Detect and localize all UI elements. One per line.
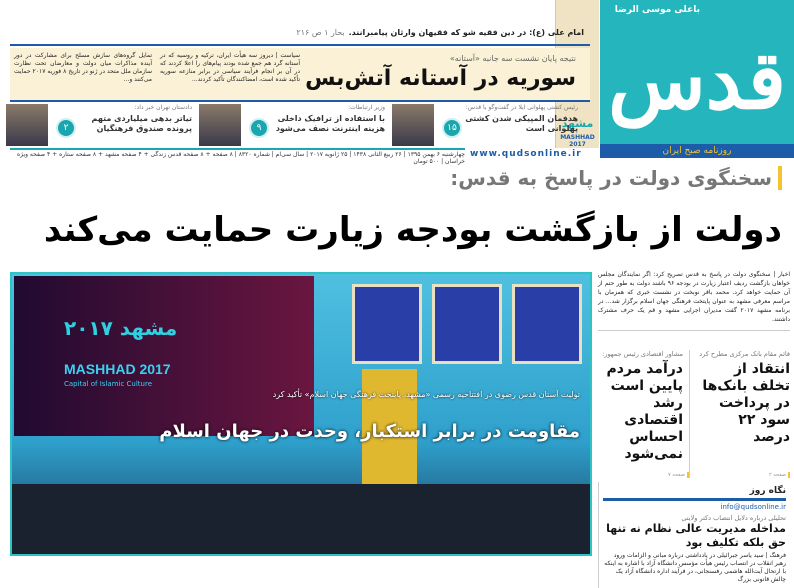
page-number-badge: ۱۵ xyxy=(442,118,462,138)
right-column xyxy=(598,270,790,583)
box-kicker: تحلیلی درباره دلایل انتصاب دکتر ولایتی xyxy=(681,514,786,522)
box-body: فرهنگ | سید یاسر جبرائیلی در یادداشتی درباره مبانی و الزامات ورود رهبر انقلاب در انتصاب رئیس هیأت مؤسس دانشگاه آزاد با اشاره به اینکه با ارتحال آیت‌الله هاشمی رفسنجانی، در فرآیند اداره دانشگاه آزاد یک چالش قانونی بزرگ xyxy=(604,552,786,583)
daily-quote xyxy=(296,28,584,37)
masthead-logo xyxy=(600,0,794,158)
teaser-item[interactable] xyxy=(199,104,389,146)
box-headline[interactable]: مداخله مدیریت عالی نظام نه تنها حق بلکه تکلیف بود xyxy=(606,522,786,549)
lead-kicker: سخنگوی دولت در پاسخ به قدس: xyxy=(450,166,782,190)
banner-body-1: سیاست | دیروز سه هیأت ایران، ترکیه و روسیه که در آستانه گرد هم جمع شده بودند پیام‌های را اعلا کردند که در آن بر انجام فرآیند سیاسی در برابر منازعه سوریه تأکید شده است، امضاکنندگان تأکید کردند... xyxy=(160,52,300,83)
screen-subtitle: Capital of Islamic Culture xyxy=(64,380,153,388)
quote-text: امام علی (ع): در دین فقیه شو که فقیهان وارثان پیامبرانند. xyxy=(348,28,584,37)
story-headline[interactable]: درآمد مردم پایین است رشد اقتصادی احساس نمی‌شود xyxy=(606,361,683,462)
person-photo xyxy=(392,104,434,146)
divider xyxy=(603,498,786,501)
logo-tagline: باعلی موسی الرضا xyxy=(614,5,700,15)
person-photo xyxy=(199,104,241,146)
story-headline[interactable]: انتقاد از تخلف بانک‌ها در پرداخت سود ۲۲ درصد xyxy=(702,361,790,445)
quote-ref: بحار ۱ ص ۲۱۶ xyxy=(296,28,345,37)
banner-body-2: تمایل گروه‌های سازش مسلح برای مشارکت در دور آینده مذاکرات میان دولت و معارضان تحت نظارت سازمان ملل متحد در ژنو در تاریخ ۸ فوریه ۲۰۱۷ حمایت می‌کنند و... xyxy=(14,52,152,83)
audience xyxy=(12,484,590,554)
teaser-title[interactable]: با استفاده از ترافیک داخلی هزینه اینترنت نصف می‌شود xyxy=(275,114,385,133)
banner-headline[interactable]: سوریه در آستانه آتش‌بس xyxy=(305,66,576,91)
divider xyxy=(10,100,590,102)
screen-title-en: MASHHAD 2017 xyxy=(64,361,171,377)
logo-wordmark: قدس xyxy=(608,33,786,127)
teaser-kicker: وزیر ارتباطات: xyxy=(348,104,385,111)
event-screen xyxy=(14,276,314,436)
dateline: چهارشنبه ۶ بهمن ۱۳۹۵ | ۲۶ ربیع الثانی ۱۴۳۸ | ۲۵ ژانویه ۲۰۱۷ | سال سی‌ام | شماره ۸۳۲۰ | ۸ صفحه + ۸ صفحه قدس زندگی + ۴ صفحه مشهد + ۸ صفحه ستاره + ۴ صفحه ویژه خراسان | ۵۰۰ تومان xyxy=(10,148,465,165)
tile-panel xyxy=(352,284,422,364)
photo-kicker: تولیت آستان قدس رضوی در افتتاحیه رسمی «مشهد، پایتخت فرهنگی جهان اسلام» تأکید کرد xyxy=(272,390,580,399)
photo-headline[interactable]: مقاومت در برابر استکبار، وحدت در جهان اسلام xyxy=(159,421,580,442)
tile-panel xyxy=(512,284,582,364)
main-photo[interactable] xyxy=(10,272,592,556)
story-kicker: مشاور اقتصادی رئیس جمهور: xyxy=(602,350,683,358)
lead-headline[interactable]: دولت از بازگشت بودجه زیارت حمایت می‌کند xyxy=(43,210,782,250)
website-link[interactable]: www.qudsonline.ir xyxy=(470,149,582,159)
ornament-sub: MASHHAD 2017 xyxy=(560,134,595,148)
daily-view-box[interactable] xyxy=(598,482,790,588)
person-photo xyxy=(6,104,48,146)
banner-kicker: نتیجه پایان نشست سه جانبه «آستانه» xyxy=(449,54,576,63)
divider xyxy=(10,44,590,46)
box-title: نگاه روز xyxy=(749,486,786,496)
teaser-title[interactable]: هدفمان المپیکی شدن کشتی پهلوانی است xyxy=(465,114,578,133)
teaser-item[interactable] xyxy=(392,104,582,146)
story-bank[interactable] xyxy=(698,350,790,478)
page-number-badge: ۹ xyxy=(249,118,269,138)
teaser-title[interactable]: تیاتر بدهی میلیاردی متهم پرونده صندوق فرهنگیان xyxy=(91,114,192,133)
email-link[interactable]: info@qudsonline.ir xyxy=(720,503,786,511)
top-banner-story[interactable] xyxy=(10,48,590,100)
screen-title: مشهد ۲۰۱۷ xyxy=(64,316,178,340)
story-kicker: قائم مقام بانک مرکزی مطرح کرد xyxy=(699,350,790,358)
teaser-kicker: رئیس کشتی پهلوانی ایلا در گفت‌وگو با قدس: xyxy=(465,104,578,111)
page-number-badge: ۲ xyxy=(56,118,76,138)
story-economy[interactable] xyxy=(598,350,690,478)
page-ref: صفحه ۷ xyxy=(668,472,689,478)
teaser-kicker: دادستان تهران خبر داد: xyxy=(134,104,192,111)
ornament-title: مشهد xyxy=(561,117,594,130)
tile-panel xyxy=(432,284,502,364)
lead-story-body: اخبار | سخنگوی دولت در پاسخ به قدس تصریح کرد: اگر نمایندگان مجلس خواهان بازگشت ردیف اعتبار زیارت در بودجه ۹۶ باشند دولت به طور حتم از آن حمایت خواهد کرد. محمد باقر نوبخت در نشست خبری که همزمان با مراسم معرفی مشهد به عنوان پایتخت فرهنگی جهان اسلام برگزار شد... در برنامه مشهد ۲۰۱۷ گفت مدیران اجرایی مشهد و قم یک حرف مشترک داشتند. xyxy=(598,270,790,331)
teaser-item[interactable] xyxy=(6,104,196,146)
masthead-ribbon: روزنامه صبح ایران xyxy=(600,144,794,158)
page-ref: صفحه ۲ xyxy=(769,472,790,478)
